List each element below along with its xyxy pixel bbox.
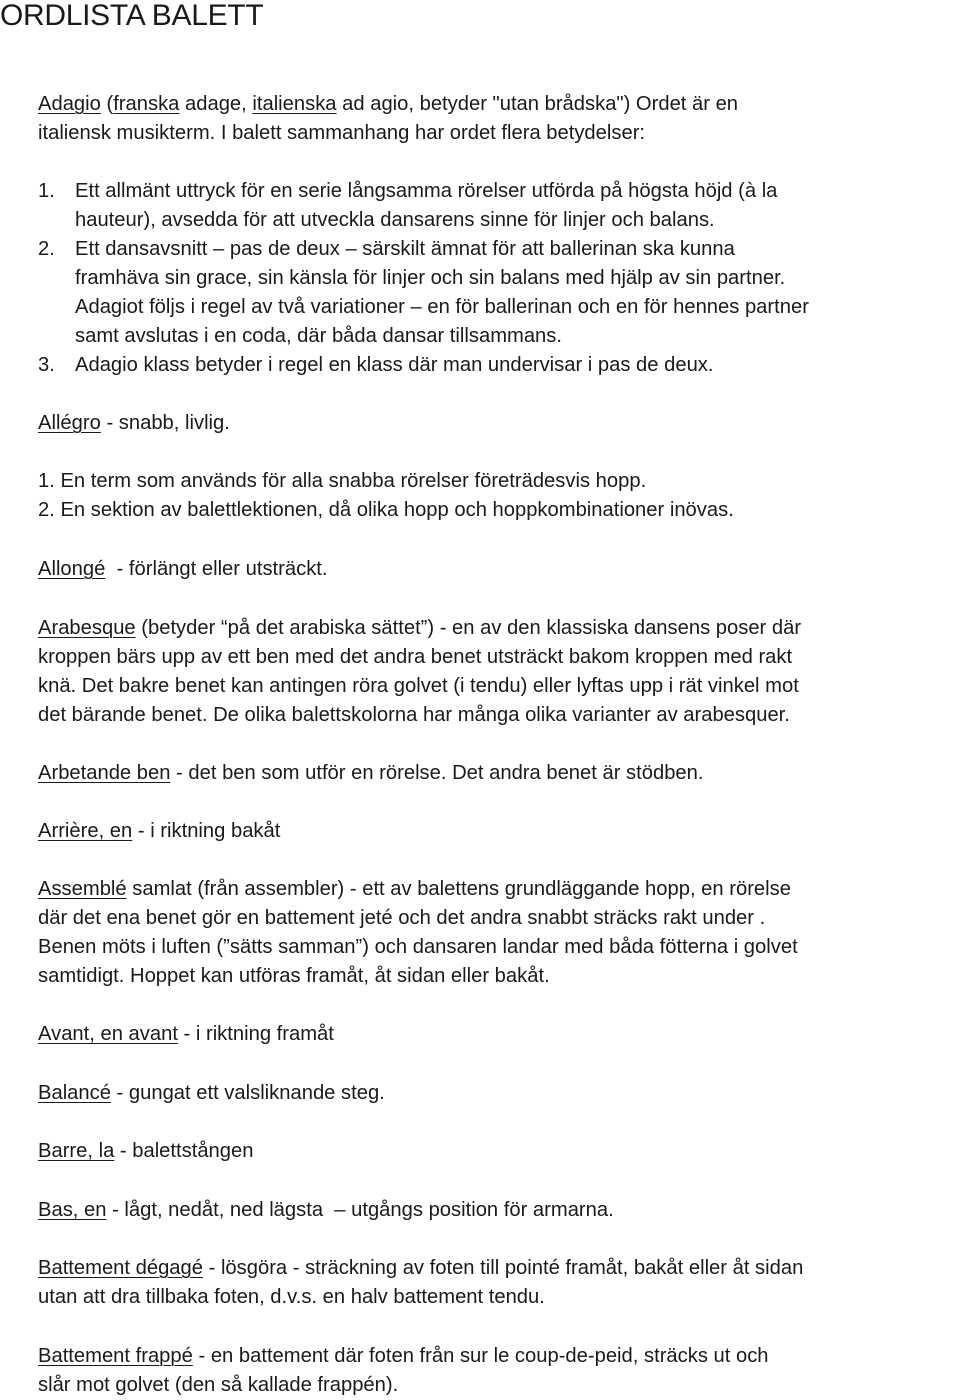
entry-allonge (38, 555, 960, 584)
entry-allegro (38, 409, 960, 438)
entry-battement-frappe (38, 1342, 960, 1400)
definition: - lösgöra - sträckning av foten till pointé framåt, bakåt eller åt sidan (203, 1257, 804, 1279)
term-barre: Barre, la (38, 1140, 115, 1162)
entry-arriere (38, 817, 960, 846)
text: Benen möts i luften (”sätts samman”) och dansaren landar med båda fötterna i golvet (38, 936, 798, 958)
entry-arbetande-ben (38, 759, 960, 788)
list-number: 2. (38, 238, 55, 260)
definition: (betyder “på det arabiska sättet”) - en av den klassiska dansens poser där (135, 617, 802, 639)
definition: - i riktning bakåt (132, 820, 281, 842)
definition: - förlängt eller utsträckt. (105, 558, 328, 580)
text: kroppen bärs upp av ett ben med det andra benet utsträckt bakom kroppen med rakt (38, 646, 793, 668)
definition: - snabb, livlig. (100, 412, 230, 434)
text: hauteur), avsedda för att utveckla dansarens sinne för linjer och balans. (75, 209, 715, 231)
page-title: ORDLISTA BALETT (0, 0, 264, 32)
text: adage, (179, 93, 253, 115)
list-number: 3. (38, 354, 55, 376)
entry-balance (38, 1079, 960, 1108)
list-number: 1. (38, 180, 55, 202)
adagio-item-2 (75, 235, 960, 351)
entry-adagio (38, 90, 960, 148)
term-adagio: Adagio (38, 93, 101, 115)
text: där det ena benet gör en battement jeté och det andra snabbt sträcks rakt under . (38, 907, 766, 929)
term-arriere: Arrière, en (38, 820, 133, 842)
entry-arabesque (38, 614, 960, 730)
entry-bas (38, 1196, 960, 1225)
adagio-item-1 (75, 177, 960, 235)
definition: - balettstången (114, 1140, 254, 1162)
adagio-line-2: italiensk musikterm. I balett sammanhang har ordet flera betydelser: (38, 122, 646, 144)
text: Ett allmänt uttryck för en serie långsamma rörelser utförda på högsta höjd (à la (75, 180, 778, 202)
link-franska[interactable]: franska (113, 93, 180, 115)
term-bas: Bas, en (38, 1199, 107, 1221)
text: knä. Det bakre benet kan antingen röra golvet (i tendu) eller lyftas upp i rät vinkel mot (38, 675, 799, 697)
text: Ett dansavsnitt – pas de deux – särskilt ämnat för att ballerinan ska kunna (75, 238, 735, 260)
list-item: 2. En sektion av balettlektionen, då olika hopp och hoppkombinationer inövas. (38, 499, 734, 521)
adagio-line-1 (38, 90, 960, 119)
term-assemble: Assemblé (38, 878, 127, 900)
adagio-item-3 (75, 351, 960, 380)
text: samt avslutas i en coda, där båda dansar tillsammans. (75, 325, 562, 347)
definition: - lågt, nedåt, ned lägsta – utgångs position för armarna. (106, 1199, 614, 1221)
allegro-list (38, 467, 960, 525)
term-battement-frappe: Battement frappé (38, 1345, 193, 1367)
term-arabesque: Arabesque (38, 617, 136, 639)
text: Adagiot följs i regel av två variationer – en för ballerinan och en för hennes partner (75, 296, 809, 318)
definition: - i riktning framåt (177, 1023, 334, 1045)
definition: - det ben som utför en rörelse. Det andra benet är stödben. (170, 762, 704, 784)
text: ( (100, 93, 114, 115)
term-avant: Avant, en avant (38, 1023, 178, 1045)
term-allonge: Allongé (38, 558, 106, 580)
entry-avant (38, 1020, 960, 1049)
list-item: 1. En term som används för alla snabba rörelser företrädesvis hopp. (38, 470, 647, 492)
text: Adagio klass betyder i regel en klass där man undervisar i pas de deux. (75, 354, 714, 376)
definition: samlat (från assembler) - ett av balettens grundläggande hopp, en rörelse (126, 878, 791, 900)
text: framhäva sin grace, sin känsla för linjer och sin balans med hjälp av sin partner. (75, 267, 786, 289)
entry-assemble (38, 875, 960, 991)
entry-barre (38, 1137, 960, 1166)
definition: - gungat ett valsliknande steg. (110, 1082, 385, 1104)
link-italienska[interactable]: italienska (252, 93, 337, 115)
definition: - en battement där foten från sur le coup-de-peid, sträcks ut och (192, 1345, 769, 1367)
text: det bärande benet. De olika balettskolorna har många olika varianter av arabesquer. (38, 704, 790, 726)
text: utan att dra tillbaka foten, d.v.s. en halv battement tendu. (38, 1286, 545, 1308)
entry-battement-degage (38, 1254, 960, 1312)
term-balance: Balancé (38, 1082, 111, 1104)
text: samtidigt. Hoppet kan utföras framåt, åt sidan eller bakåt. (38, 965, 550, 987)
text: slår mot golvet (den så kallade frappén). (38, 1374, 399, 1396)
term-allegro: Allégro (38, 412, 101, 434)
text: ad agio, betyder "utan brådska") Ordet är en (336, 93, 739, 115)
term-battement-degage: Battement dégagé (38, 1257, 203, 1279)
term-arbetande-ben: Arbetande ben (38, 762, 171, 784)
